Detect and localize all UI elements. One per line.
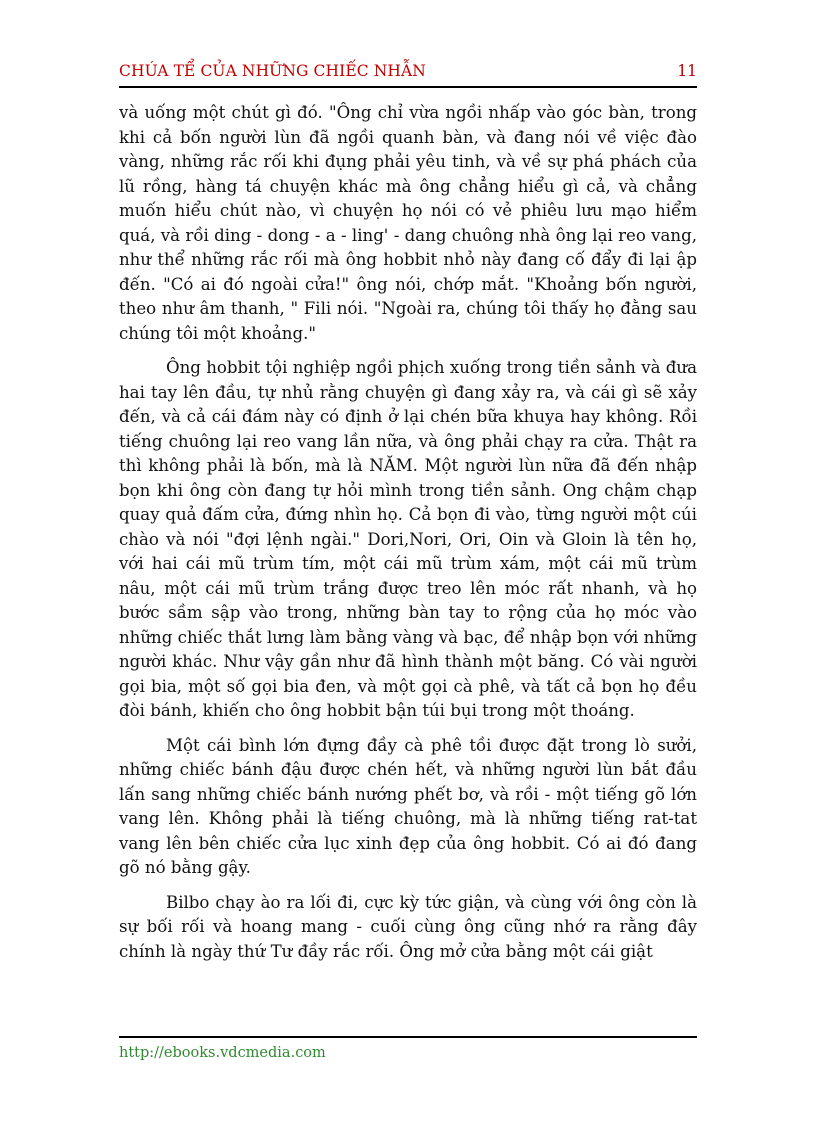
page-footer [119, 1036, 697, 1061]
page-header [119, 60, 697, 88]
page-number: 11 [677, 62, 697, 80]
paragraph: Bilbo chạy ào ra lối đi, cực kỳ tức giận, và cùng với ông còn là sự bối rối và hoang mang - cuối cùng ông cũng nhớ ra rằng đây chính là ngày thứ Tư đầy rắc rối. Ông mở cửa bằng một cái giật [119, 892, 697, 961]
paragraph: Ông hobbit tội nghiệp ngồi phịch xuống trong tiền sảnh và đưa hai tay lên đầu, tự nhủ rằng chuyện gì đang xảy ra, và cái gì sẽ xảy đến, và cả cái đám này có định ở lại chén bữa khuya hay không. Rồi tiếng chuông lại reo vang lần nữa, và ông phải chạy ra cửa. Thật ra thì không phải là bốn, mà là NĂM. Một người lùn nữa đã đến nhập bọn khi ông còn đang tự hỏi mình trong tiền sảnh. Ong chậm chạp quay quả đấm cửa, đứng nhìn họ. Cả bọn đi vào, từng người một cúi chào và nói "đợi lệnh ngài." Dori,Nori, Ori, Oin và Gloin là tên họ, với hai cái mũ trùm tím, một cái mũ trùm xám, một cái mũ trùm nâu, một cái mũ trùm trắng được treo lên móc rất nhanh, và họ bước sầm sập vào trong, những bàn tay to rộng của họ móc vào những chiếc thắt lưng làm bằng vàng và bạc, để nhập bọn với những người khác. Như vậy gần như đã hình thành một băng. Có vài người gọi bia, một số gọi bia đen, và một gọi cà phê, và tất cả bọn họ đều đòi bánh, khiến cho ông hobbit bận túi bụi trong một thoáng. [119, 358, 697, 720]
footer-url-link[interactable]: http://ebooks.vdcmedia.com [119, 1045, 326, 1061]
book-title: CHÚA TỂ CỦA NHỮNG CHIẾC NHẪN [119, 62, 426, 80]
paragraph: Một cái bình lớn đựng đầy cà phê tồi được đặt trong lò sưởi, những chiếc bánh đậu được chén hết, và những người lùn bắt đầu lấn sang những chiếc bánh nướng phết bơ, và rồi - một tiếng gõ lớn vang lên. Không phải là tiếng chuông, mà là những tiếng rat-tat vang lên bên chiếc cửa lục xinh đẹp của ông hobbit. Có ai đó đang gõ nó bằng gậy. [119, 735, 697, 877]
paragraph: và uống một chút gì đó. "Ông chỉ vừa ngồi nhấp vào góc bàn, trong khi cả bốn người lùn đã ngồi quanh bàn, và đang nói về việc đào vàng, những rắc rối khi đụng phải yêu tinh, và về sự phá phách của lũ rồng, hàng tá chuyện khác mà ông chẳng hiểu gì cả, và chẳng muốn hiểu chút nào, vì chuyện họ nói có vẻ phiêu lưu mạo hiểm quá, và rồi ding - dong - a - ling' - dang chuông nhà ông lại reo vang, như thể những rắc rối mà ông hobbit nhỏ này đang cố đẩy đi lại ập đến. "Có ai đó ngoài cửa!" ông nói, chớp mắt. "Khoảng bốn người, theo như âm thanh, " Fili nói. "Ngoài ra, chúng tôi thấy họ đằng sau chúng tôi một khoảng." [119, 103, 697, 343]
page-body [119, 101, 697, 974]
